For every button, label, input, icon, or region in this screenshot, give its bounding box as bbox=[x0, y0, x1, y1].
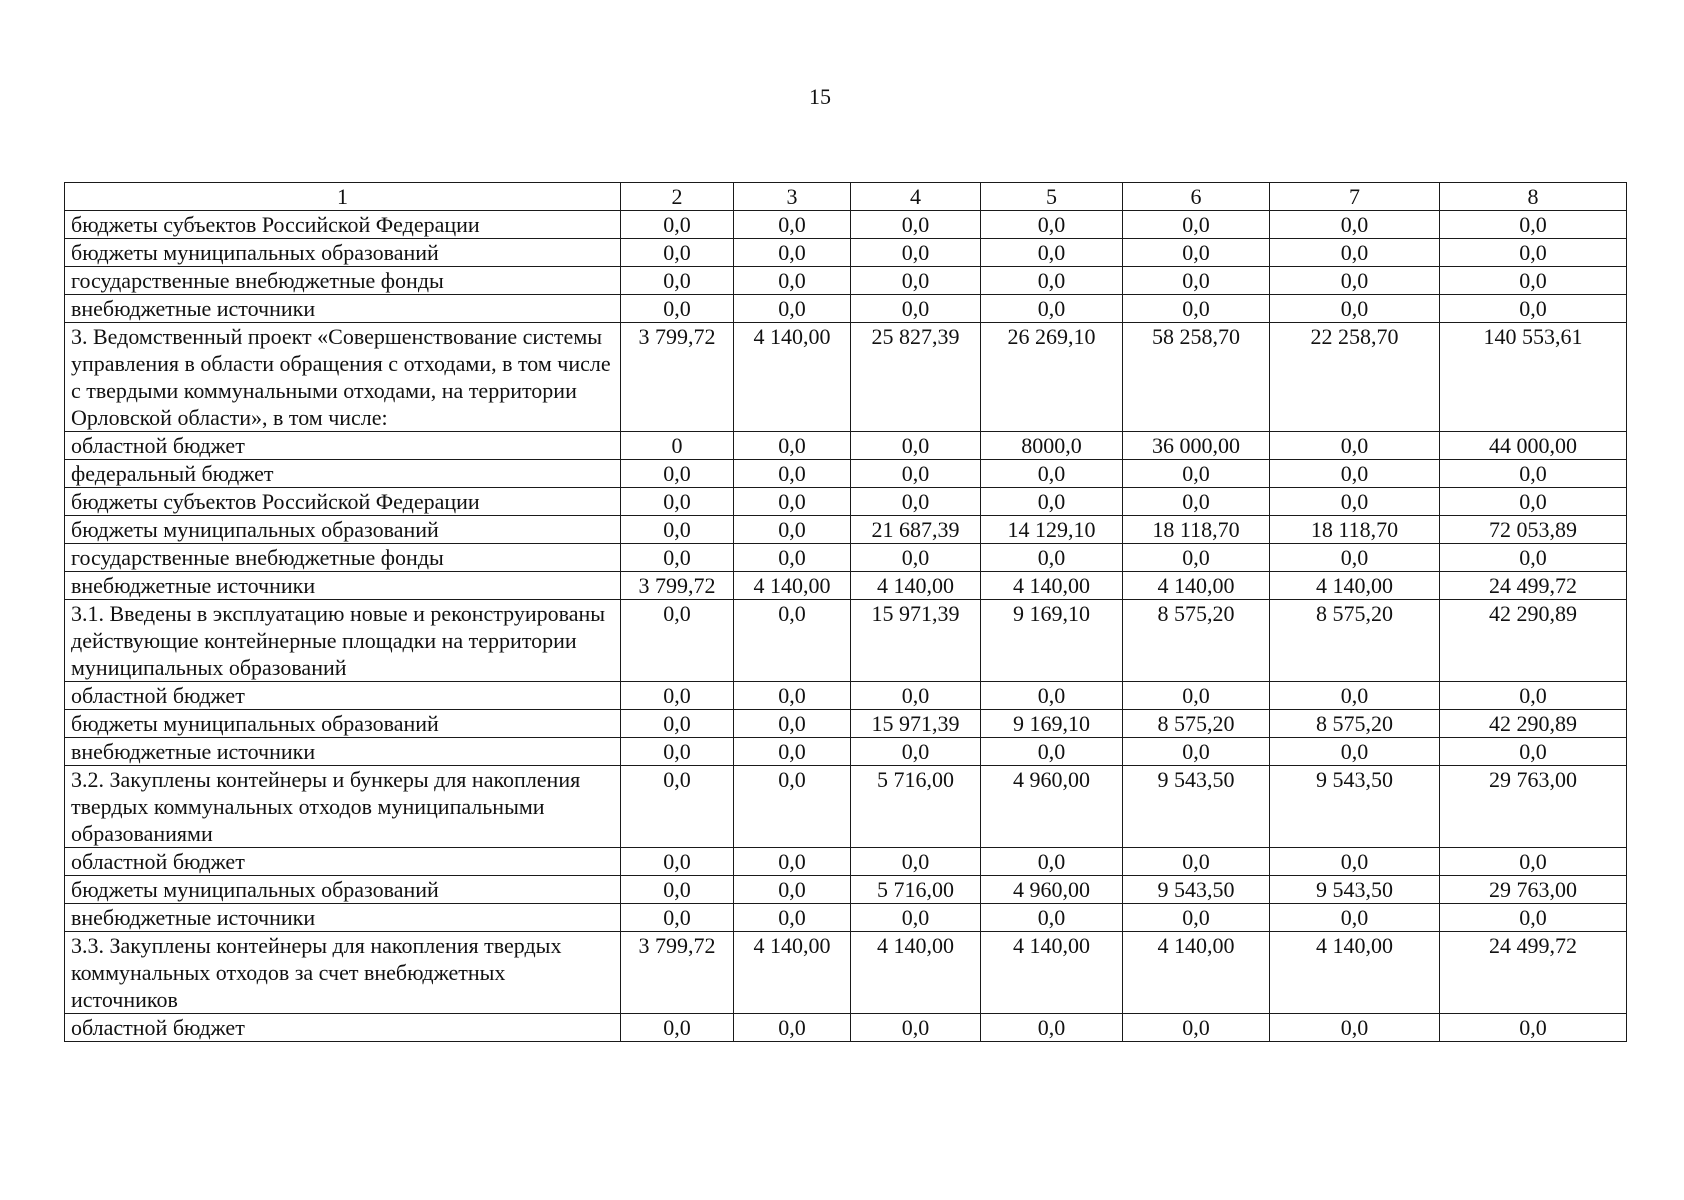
table-row bbox=[65, 710, 1627, 738]
column-header-8: 8 bbox=[1440, 183, 1627, 211]
value-cell: 0,0 bbox=[981, 460, 1123, 488]
value-cell: 0,0 bbox=[1440, 544, 1627, 572]
value-cell: 0,0 bbox=[734, 876, 851, 904]
value-cell: 0,0 bbox=[621, 1014, 734, 1042]
table-row bbox=[65, 432, 1627, 460]
value-cell: 4 140,00 bbox=[851, 932, 981, 1014]
value-cell: 0,0 bbox=[981, 295, 1123, 323]
value-cell: 8 575,20 bbox=[1270, 600, 1440, 682]
row-label: бюджеты муниципальных образований bbox=[65, 239, 621, 267]
value-cell: 0,0 bbox=[621, 600, 734, 682]
value-cell: 0,0 bbox=[1270, 239, 1440, 267]
value-cell: 9 169,10 bbox=[981, 710, 1123, 738]
value-cell: 0,0 bbox=[734, 544, 851, 572]
value-cell: 0,0 bbox=[1440, 682, 1627, 710]
value-cell: 4 140,00 bbox=[734, 572, 851, 600]
value-cell: 140 553,61 bbox=[1440, 323, 1627, 432]
value-cell: 0,0 bbox=[621, 766, 734, 848]
value-cell: 0,0 bbox=[1270, 460, 1440, 488]
row-label: федеральный бюджет bbox=[65, 460, 621, 488]
table-body bbox=[65, 211, 1627, 1042]
value-cell: 0,0 bbox=[1123, 682, 1270, 710]
value-cell: 0,0 bbox=[851, 267, 981, 295]
value-cell: 0 bbox=[621, 432, 734, 460]
table-row bbox=[65, 295, 1627, 323]
value-cell: 0,0 bbox=[734, 1014, 851, 1042]
value-cell: 4 140,00 bbox=[981, 932, 1123, 1014]
value-cell: 0,0 bbox=[1440, 295, 1627, 323]
column-header-2: 2 bbox=[621, 183, 734, 211]
value-cell: 0,0 bbox=[1440, 738, 1627, 766]
row-label: областной бюджет bbox=[65, 848, 621, 876]
value-cell: 0,0 bbox=[734, 239, 851, 267]
table-row bbox=[65, 211, 1627, 239]
value-cell: 42 290,89 bbox=[1440, 600, 1627, 682]
row-label: внебюджетные источники bbox=[65, 904, 621, 932]
row-label: областной бюджет bbox=[65, 1014, 621, 1042]
value-cell: 4 140,00 bbox=[734, 932, 851, 1014]
value-cell: 3 799,72 bbox=[621, 932, 734, 1014]
row-label: внебюджетные источники bbox=[65, 572, 621, 600]
row-label: государственные внебюджетные фонды bbox=[65, 267, 621, 295]
table-row bbox=[65, 572, 1627, 600]
budget-table bbox=[64, 182, 1627, 1042]
row-label: 3.1. Введены в эксплуатацию новые и реконструированы действующие контейнерные площадки на территории муниципальных образований bbox=[65, 600, 621, 682]
value-cell: 4 140,00 bbox=[1123, 572, 1270, 600]
value-cell: 0,0 bbox=[981, 1014, 1123, 1042]
value-cell: 5 716,00 bbox=[851, 876, 981, 904]
value-cell: 0,0 bbox=[851, 432, 981, 460]
page-number: 15 bbox=[809, 84, 831, 109]
value-cell: 0,0 bbox=[1123, 460, 1270, 488]
value-cell: 0,0 bbox=[851, 738, 981, 766]
value-cell: 0,0 bbox=[851, 211, 981, 239]
value-cell: 8 575,20 bbox=[1123, 600, 1270, 682]
value-cell: 22 258,70 bbox=[1270, 323, 1440, 432]
value-cell: 0,0 bbox=[1270, 848, 1440, 876]
value-cell: 0,0 bbox=[981, 738, 1123, 766]
value-cell: 0,0 bbox=[734, 600, 851, 682]
value-cell: 0,0 bbox=[734, 267, 851, 295]
value-cell: 0,0 bbox=[621, 876, 734, 904]
value-cell: 0,0 bbox=[1123, 211, 1270, 239]
value-cell: 9 169,10 bbox=[981, 600, 1123, 682]
value-cell: 0,0 bbox=[1270, 295, 1440, 323]
value-cell: 0,0 bbox=[734, 738, 851, 766]
value-cell: 0,0 bbox=[1270, 544, 1440, 572]
value-cell: 0,0 bbox=[851, 239, 981, 267]
column-header-5: 5 bbox=[981, 183, 1123, 211]
value-cell: 0,0 bbox=[1123, 295, 1270, 323]
row-label: областной бюджет bbox=[65, 682, 621, 710]
value-cell: 25 827,39 bbox=[851, 323, 981, 432]
value-cell: 0,0 bbox=[1440, 239, 1627, 267]
table-row bbox=[65, 267, 1627, 295]
value-cell: 0,0 bbox=[621, 516, 734, 544]
table-row bbox=[65, 600, 1627, 682]
value-cell: 0,0 bbox=[621, 738, 734, 766]
value-cell: 4 140,00 bbox=[1270, 932, 1440, 1014]
value-cell: 0,0 bbox=[1270, 211, 1440, 239]
value-cell: 36 000,00 bbox=[1123, 432, 1270, 460]
value-cell: 0,0 bbox=[981, 488, 1123, 516]
value-cell: 0,0 bbox=[621, 488, 734, 516]
value-cell: 8 575,20 bbox=[1270, 710, 1440, 738]
value-cell: 5 716,00 bbox=[851, 766, 981, 848]
value-cell: 0,0 bbox=[1123, 267, 1270, 295]
value-cell: 0,0 bbox=[1440, 211, 1627, 239]
table-row bbox=[65, 516, 1627, 544]
value-cell: 9 543,50 bbox=[1123, 766, 1270, 848]
value-cell: 0,0 bbox=[734, 710, 851, 738]
value-cell: 0,0 bbox=[1270, 488, 1440, 516]
value-cell: 0,0 bbox=[734, 432, 851, 460]
value-cell: 4 140,00 bbox=[1123, 932, 1270, 1014]
row-label: бюджеты субъектов Российской Федерации bbox=[65, 488, 621, 516]
table-row bbox=[65, 848, 1627, 876]
value-cell: 0,0 bbox=[621, 904, 734, 932]
table-row bbox=[65, 738, 1627, 766]
value-cell: 42 290,89 bbox=[1440, 710, 1627, 738]
value-cell: 21 687,39 bbox=[851, 516, 981, 544]
value-cell: 0,0 bbox=[1270, 682, 1440, 710]
table-row bbox=[65, 876, 1627, 904]
value-cell: 4 960,00 bbox=[981, 766, 1123, 848]
value-cell: 9 543,50 bbox=[1270, 766, 1440, 848]
value-cell: 18 118,70 bbox=[1270, 516, 1440, 544]
value-cell: 0,0 bbox=[851, 488, 981, 516]
table-row bbox=[65, 544, 1627, 572]
value-cell: 0,0 bbox=[851, 544, 981, 572]
value-cell: 0,0 bbox=[621, 211, 734, 239]
row-label: 3.2. Закуплены контейнеры и бункеры для накопления твердых коммунальных отходов муниципальными образованиями bbox=[65, 766, 621, 848]
value-cell: 0,0 bbox=[621, 848, 734, 876]
row-label: 3. Ведомственный проект «Совершенствование системы управления в области обращения с отходами, в том числе с твердыми коммунальными отходами, на территории Орловской области», в том числе: bbox=[65, 323, 621, 432]
value-cell: 29 763,00 bbox=[1440, 766, 1627, 848]
value-cell: 3 799,72 bbox=[621, 323, 734, 432]
row-label: государственные внебюджетные фонды bbox=[65, 544, 621, 572]
value-cell: 0,0 bbox=[734, 460, 851, 488]
value-cell: 0,0 bbox=[1123, 904, 1270, 932]
value-cell: 0,0 bbox=[621, 710, 734, 738]
table-row bbox=[65, 766, 1627, 848]
value-cell: 4 960,00 bbox=[981, 876, 1123, 904]
value-cell: 0,0 bbox=[1270, 1014, 1440, 1042]
value-cell: 15 971,39 bbox=[851, 600, 981, 682]
column-header-7: 7 bbox=[1270, 183, 1440, 211]
value-cell: 0,0 bbox=[734, 848, 851, 876]
value-cell: 44 000,00 bbox=[1440, 432, 1627, 460]
value-cell: 0,0 bbox=[1270, 904, 1440, 932]
value-cell: 0,0 bbox=[1270, 738, 1440, 766]
value-cell: 9 543,50 bbox=[1123, 876, 1270, 904]
value-cell: 0,0 bbox=[621, 267, 734, 295]
value-cell: 0,0 bbox=[851, 682, 981, 710]
value-cell: 4 140,00 bbox=[1270, 572, 1440, 600]
value-cell: 0,0 bbox=[1123, 1014, 1270, 1042]
value-cell: 0,0 bbox=[734, 211, 851, 239]
value-cell: 0,0 bbox=[734, 516, 851, 544]
value-cell: 0,0 bbox=[621, 682, 734, 710]
value-cell: 4 140,00 bbox=[851, 572, 981, 600]
table-row bbox=[65, 932, 1627, 1014]
row-label: бюджеты субъектов Российской Федерации bbox=[65, 211, 621, 239]
table-row bbox=[65, 460, 1627, 488]
row-label: областной бюджет bbox=[65, 432, 621, 460]
value-cell: 0,0 bbox=[851, 904, 981, 932]
row-label: внебюджетные источники bbox=[65, 738, 621, 766]
value-cell: 0,0 bbox=[621, 239, 734, 267]
value-cell: 0,0 bbox=[1440, 848, 1627, 876]
column-header-1: 1 bbox=[65, 183, 621, 211]
row-label: 3.3. Закуплены контейнеры для накопления твердых коммунальных отходов за счет внебюджетных источников bbox=[65, 932, 621, 1014]
table-row bbox=[65, 682, 1627, 710]
value-cell: 72 053,89 bbox=[1440, 516, 1627, 544]
row-label: бюджеты муниципальных образований bbox=[65, 516, 621, 544]
value-cell: 0,0 bbox=[1123, 239, 1270, 267]
value-cell: 0,0 bbox=[851, 295, 981, 323]
value-cell: 0,0 bbox=[734, 682, 851, 710]
value-cell: 4 140,00 bbox=[734, 323, 851, 432]
row-label: бюджеты муниципальных образований bbox=[65, 876, 621, 904]
row-label: внебюджетные источники bbox=[65, 295, 621, 323]
value-cell: 0,0 bbox=[1440, 267, 1627, 295]
value-cell: 0,0 bbox=[981, 267, 1123, 295]
value-cell: 0,0 bbox=[734, 488, 851, 516]
table-row bbox=[65, 323, 1627, 432]
value-cell: 0,0 bbox=[1123, 848, 1270, 876]
value-cell: 0,0 bbox=[1270, 267, 1440, 295]
value-cell: 9 543,50 bbox=[1270, 876, 1440, 904]
value-cell: 24 499,72 bbox=[1440, 572, 1627, 600]
value-cell: 8 575,20 bbox=[1123, 710, 1270, 738]
table-row bbox=[65, 488, 1627, 516]
value-cell: 0,0 bbox=[981, 904, 1123, 932]
value-cell: 29 763,00 bbox=[1440, 876, 1627, 904]
value-cell: 0,0 bbox=[734, 904, 851, 932]
value-cell: 18 118,70 bbox=[1123, 516, 1270, 544]
value-cell: 0,0 bbox=[621, 295, 734, 323]
value-cell: 4 140,00 bbox=[981, 572, 1123, 600]
value-cell: 3 799,72 bbox=[621, 572, 734, 600]
value-cell: 0,0 bbox=[1440, 460, 1627, 488]
value-cell: 0,0 bbox=[851, 848, 981, 876]
value-cell: 0,0 bbox=[734, 295, 851, 323]
table-row bbox=[65, 1014, 1627, 1042]
value-cell: 0,0 bbox=[734, 766, 851, 848]
value-cell: 0,0 bbox=[1123, 544, 1270, 572]
value-cell: 0,0 bbox=[981, 211, 1123, 239]
value-cell: 0,0 bbox=[851, 460, 981, 488]
value-cell: 0,0 bbox=[981, 848, 1123, 876]
value-cell: 0,0 bbox=[851, 1014, 981, 1042]
value-cell: 26 269,10 bbox=[981, 323, 1123, 432]
value-cell: 0,0 bbox=[1123, 488, 1270, 516]
value-cell: 15 971,39 bbox=[851, 710, 981, 738]
value-cell: 0,0 bbox=[981, 682, 1123, 710]
value-cell: 24 499,72 bbox=[1440, 932, 1627, 1014]
value-cell: 0,0 bbox=[621, 544, 734, 572]
table-row bbox=[65, 904, 1627, 932]
row-label: бюджеты муниципальных образований bbox=[65, 710, 621, 738]
column-header-4: 4 bbox=[851, 183, 981, 211]
table-row bbox=[65, 239, 1627, 267]
value-cell: 0,0 bbox=[981, 544, 1123, 572]
column-header-6: 6 bbox=[1123, 183, 1270, 211]
value-cell: 14 129,10 bbox=[981, 516, 1123, 544]
value-cell: 0,0 bbox=[621, 460, 734, 488]
column-header-3: 3 bbox=[734, 183, 851, 211]
value-cell: 0,0 bbox=[1440, 904, 1627, 932]
table-header-row bbox=[65, 183, 1627, 211]
value-cell: 8000,0 bbox=[981, 432, 1123, 460]
value-cell: 0,0 bbox=[1270, 432, 1440, 460]
value-cell: 0,0 bbox=[1440, 1014, 1627, 1042]
value-cell: 0,0 bbox=[1440, 488, 1627, 516]
value-cell: 58 258,70 bbox=[1123, 323, 1270, 432]
value-cell: 0,0 bbox=[981, 239, 1123, 267]
value-cell: 0,0 bbox=[1123, 738, 1270, 766]
